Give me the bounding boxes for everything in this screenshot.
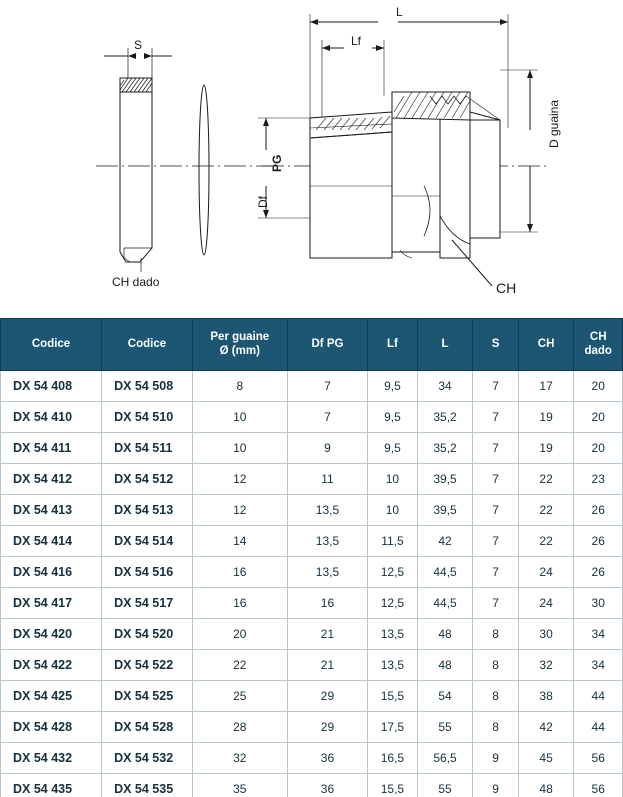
cell-df-pg: 21 (287, 619, 367, 650)
cell-codice-1: DX 54 410 (1, 402, 102, 433)
cell-s: 7 (473, 557, 518, 588)
cell-ch: 24 (518, 557, 574, 588)
cell-per-guaine: 16 (192, 557, 287, 588)
cell-lf: 13,5 (368, 650, 418, 681)
cell-s: 8 (473, 619, 518, 650)
cell-df-pg: 7 (287, 371, 367, 402)
label-s: S (134, 38, 143, 52)
header-line-1: Per guaine (210, 331, 270, 344)
table-row (1, 371, 623, 402)
table-head (1, 319, 623, 371)
table-row (1, 774, 623, 797)
table-row (1, 402, 623, 433)
cell-s: 9 (473, 774, 518, 797)
label-lf: Lf (351, 34, 362, 48)
header-line-1: CH (589, 331, 607, 344)
cell-lf: 9,5 (368, 433, 418, 464)
cell-lf: 10 (368, 464, 418, 495)
cell-lf: 15,5 (368, 774, 418, 797)
cell-per-guaine: 16 (192, 588, 287, 619)
table-row (1, 495, 623, 526)
cell-lf: 17,5 (368, 712, 418, 743)
cell-per-guaine: 14 (192, 526, 287, 557)
cell-codice-2: DX 54 520 (102, 619, 193, 650)
drawing-svg (0, 0, 623, 318)
cell-ch: 19 (518, 433, 574, 464)
cell-s: 7 (473, 526, 518, 557)
cell-ch: 42 (518, 712, 574, 743)
table-row (1, 743, 623, 774)
label-ch: CH (496, 280, 517, 296)
table-row (1, 650, 623, 681)
header-line-1: Df PG (311, 337, 344, 350)
header-line-2: Ø (mm) (219, 344, 260, 357)
cell-codice-1: DX 54 422 (1, 650, 102, 681)
cell-lf: 9,5 (368, 402, 418, 433)
cell-codice-1: DX 54 414 (1, 526, 102, 557)
cell-per-guaine: 12 (192, 495, 287, 526)
cell-ch-dado: 30 (574, 588, 623, 619)
cell-per-guaine: 32 (192, 743, 287, 774)
cell-codice-1: DX 54 416 (1, 557, 102, 588)
cell-per-guaine: 12 (192, 464, 287, 495)
header-line-1: L (441, 337, 449, 350)
cell-per-guaine: 20 (192, 619, 287, 650)
cell-l: 54 (417, 681, 473, 712)
cell-ch-dado: 44 (574, 681, 623, 712)
cell-per-guaine: 28 (192, 712, 287, 743)
cell-ch-dado: 34 (574, 619, 623, 650)
cell-ch: 17 (518, 371, 574, 402)
cell-codice-1: DX 54 413 (1, 495, 102, 526)
cell-ch: 30 (518, 619, 574, 650)
cell-l: 55 (417, 712, 473, 743)
cell-ch-dado: 26 (574, 526, 623, 557)
cell-l: 48 (417, 619, 473, 650)
cell-s: 7 (473, 371, 518, 402)
cell-ch-dado: 20 (574, 433, 623, 464)
cell-codice-2: DX 54 532 (102, 743, 193, 774)
cell-df-pg: 13,5 (287, 526, 367, 557)
cell-codice-1: DX 54 428 (1, 712, 102, 743)
column-header-codice-1 (1, 319, 102, 371)
cell-codice-1: DX 54 408 (1, 371, 102, 402)
cell-ch: 22 (518, 464, 574, 495)
cell-per-guaine: 35 (192, 774, 287, 797)
cell-s: 8 (473, 712, 518, 743)
cell-ch-dado: 56 (574, 774, 623, 797)
cell-df-pg: 29 (287, 681, 367, 712)
cell-codice-1: DX 54 420 (1, 619, 102, 650)
table-row (1, 681, 623, 712)
cell-codice-1: DX 54 425 (1, 681, 102, 712)
table-row (1, 526, 623, 557)
cell-df-pg: 36 (287, 743, 367, 774)
cell-codice-1: DX 54 411 (1, 433, 102, 464)
cell-ch-dado: 26 (574, 495, 623, 526)
cell-ch: 24 (518, 588, 574, 619)
cell-ch-dado: 23 (574, 464, 623, 495)
cell-codice-2: DX 54 513 (102, 495, 193, 526)
cell-l: 56,5 (417, 743, 473, 774)
cell-s: 9 (473, 743, 518, 774)
cell-s: 7 (473, 495, 518, 526)
cell-codice-2: DX 54 511 (102, 433, 193, 464)
cell-codice-2: DX 54 510 (102, 402, 193, 433)
table-row (1, 712, 623, 743)
label-ch-dado: CH dado (112, 275, 160, 289)
cell-df-pg: 21 (287, 650, 367, 681)
header-line-1: Codice (127, 337, 167, 350)
cell-codice-1: DX 54 417 (1, 588, 102, 619)
cell-s: 7 (473, 433, 518, 464)
cell-lf: 11,5 (368, 526, 418, 557)
cell-ch: 48 (518, 774, 574, 797)
cell-codice-2: DX 54 535 (102, 774, 193, 797)
header-line-2: dado (584, 344, 612, 357)
table-body (1, 371, 623, 797)
cell-codice-1: DX 54 435 (1, 774, 102, 797)
cell-s: 8 (473, 650, 518, 681)
cell-l: 34 (417, 371, 473, 402)
cell-codice-2: DX 54 514 (102, 526, 193, 557)
column-header-codice-2 (102, 319, 193, 371)
cell-l: 48 (417, 650, 473, 681)
cell-s: 7 (473, 588, 518, 619)
cell-df-pg: 29 (287, 712, 367, 743)
cell-lf: 12,5 (368, 588, 418, 619)
cell-l: 44,5 (417, 588, 473, 619)
cell-ch-dado: 34 (574, 650, 623, 681)
cell-ch-dado: 20 (574, 371, 623, 402)
cell-per-guaine: 10 (192, 402, 287, 433)
cell-l: 35,2 (417, 402, 473, 433)
cell-ch-dado: 44 (574, 712, 623, 743)
cell-ch-dado: 26 (574, 557, 623, 588)
cell-ch: 22 (518, 495, 574, 526)
cell-df-pg: 13,5 (287, 495, 367, 526)
cell-l: 42 (417, 526, 473, 557)
cell-ch: 38 (518, 681, 574, 712)
column-header-ch (518, 319, 574, 371)
cell-df-pg: 9 (287, 433, 367, 464)
cell-l: 39,5 (417, 464, 473, 495)
cell-codice-1: DX 54 432 (1, 743, 102, 774)
specification-table (0, 318, 623, 797)
cell-df-pg: 11 (287, 464, 367, 495)
label-df: Df (256, 196, 270, 208)
cell-ch: 19 (518, 402, 574, 433)
table-row (1, 433, 623, 464)
table-row (1, 619, 623, 650)
header-line-1: Codice (31, 337, 71, 350)
cell-per-guaine: 8 (192, 371, 287, 402)
technical-drawing (0, 0, 623, 318)
column-header-ch-dado (574, 319, 623, 371)
cell-l: 44,5 (417, 557, 473, 588)
cell-codice-2: DX 54 508 (102, 371, 193, 402)
cell-codice-2: DX 54 525 (102, 681, 193, 712)
column-header-s (473, 319, 518, 371)
cell-lf: 15,5 (368, 681, 418, 712)
cell-codice-2: DX 54 522 (102, 650, 193, 681)
cell-df-pg: 16 (287, 588, 367, 619)
cell-df-pg: 36 (287, 774, 367, 797)
cell-per-guaine: 22 (192, 650, 287, 681)
column-header-lf (368, 319, 418, 371)
cell-l: 55 (417, 774, 473, 797)
cell-lf: 10 (368, 495, 418, 526)
cell-lf: 16,5 (368, 743, 418, 774)
cell-df-pg: 7 (287, 402, 367, 433)
cell-lf: 13,5 (368, 619, 418, 650)
cell-lf: 12,5 (368, 557, 418, 588)
cell-lf: 9,5 (368, 371, 418, 402)
cell-l: 39,5 (417, 495, 473, 526)
cell-df-pg: 13,5 (287, 557, 367, 588)
label-pg: PG (270, 154, 284, 172)
table-header-row (1, 319, 623, 371)
cell-s: 8 (473, 681, 518, 712)
cell-s: 7 (473, 402, 518, 433)
cell-codice-2: DX 54 512 (102, 464, 193, 495)
cell-ch-dado: 20 (574, 402, 623, 433)
header-line-1: Lf (387, 337, 398, 350)
column-header-l (417, 319, 473, 371)
table-row (1, 588, 623, 619)
table-row (1, 464, 623, 495)
cell-ch: 45 (518, 743, 574, 774)
cell-ch: 22 (518, 526, 574, 557)
cell-codice-2: DX 54 517 (102, 588, 193, 619)
cell-ch-dado: 56 (574, 743, 623, 774)
column-header-per-guaine (192, 319, 287, 371)
cell-codice-2: DX 54 528 (102, 712, 193, 743)
label-d-guaina: D guaina (547, 99, 561, 148)
column-header-df-pg (287, 319, 367, 371)
header-line-1: CH (537, 337, 555, 350)
cell-codice-2: DX 54 516 (102, 557, 193, 588)
label-l: L (396, 5, 403, 19)
cell-s: 7 (473, 464, 518, 495)
cell-codice-1: DX 54 412 (1, 464, 102, 495)
header-line-1: S (491, 337, 500, 350)
cell-per-guaine: 10 (192, 433, 287, 464)
cell-l: 35,2 (417, 433, 473, 464)
cell-ch: 32 (518, 650, 574, 681)
table-row (1, 557, 623, 588)
cell-per-guaine: 25 (192, 681, 287, 712)
